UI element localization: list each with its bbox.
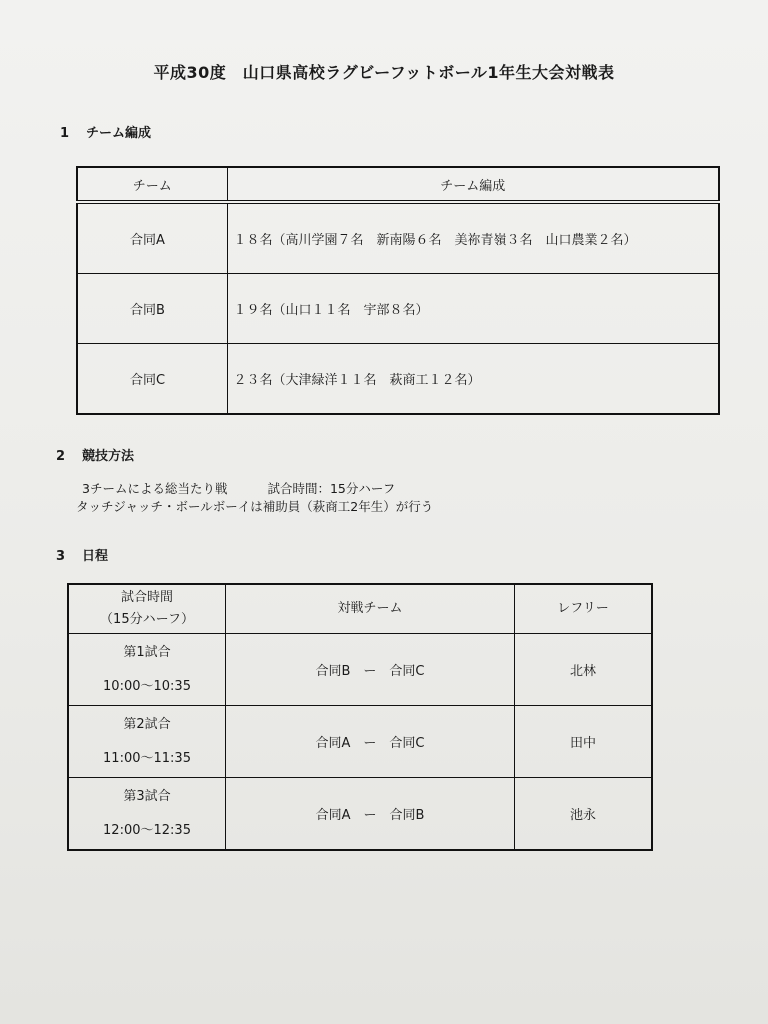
section-number: 3 <box>56 549 66 564</box>
table-row <box>68 706 652 778</box>
header-time-line2: （15分ハーフ） <box>100 612 194 627</box>
table-row <box>77 344 719 415</box>
match-referee: 北林 <box>515 634 653 706</box>
section-title: 日程 <box>82 549 109 564</box>
header-composition: チーム編成 <box>227 167 719 202</box>
team-composition: ２３名（大津緑洋１１名 萩商工１２名） <box>227 344 719 415</box>
table-header-row <box>77 167 719 202</box>
section-title: 競技方法 <box>82 449 135 464</box>
match-time: 12:00～12:35 <box>103 822 191 838</box>
section-heading-team-composition <box>60 122 151 141</box>
team-composition: １８名（高川学園７名 新南陽６名 美祢青嶺３名 山口農業２名） <box>227 202 719 274</box>
header-time-line1: 試合時間 <box>120 590 173 605</box>
assistant-staff-line <box>76 498 433 515</box>
team-name: 合同C <box>77 344 227 415</box>
team-name: 合同B <box>77 274 227 344</box>
section-heading-schedule <box>56 545 108 564</box>
format-text: 3チームによる総当たり戦 <box>82 481 228 496</box>
match-number: 第3試合 <box>123 788 171 804</box>
match-time-cell <box>68 634 226 706</box>
match-time-cell <box>68 778 226 851</box>
table-row <box>77 274 719 344</box>
assistant-text: タッチジャッチ・ボールボーイは補助員（萩商工2年生）が行う <box>76 499 434 514</box>
table-header-row <box>68 584 652 634</box>
match-teams: 合同A ー 合同B <box>226 778 515 851</box>
team-composition-table <box>76 166 720 415</box>
match-duration-text: 試合時間：15分ハーフ <box>267 481 396 496</box>
match-referee: 池永 <box>515 778 653 851</box>
match-time: 10:00～10:35 <box>103 678 191 694</box>
match-number: 第2試合 <box>123 716 171 732</box>
competition-format-line <box>82 480 395 497</box>
header-referee: レフリー <box>515 584 653 634</box>
table-row <box>77 202 719 274</box>
table-row <box>68 634 652 706</box>
match-time-cell <box>68 706 226 778</box>
match-time: 11:00～11:35 <box>103 750 191 766</box>
section-title: チーム編成 <box>86 126 152 141</box>
match-number: 第1試合 <box>123 644 171 660</box>
section-number: 2 <box>56 449 66 464</box>
header-teams: 対戦チーム <box>226 584 515 634</box>
section-number: 1 <box>60 126 70 141</box>
team-name: 合同A <box>77 202 227 274</box>
match-teams: 合同B ー 合同C <box>226 634 515 706</box>
section-heading-competition-method <box>56 445 134 464</box>
match-teams: 合同A ー 合同C <box>226 706 515 778</box>
table-row <box>68 778 652 851</box>
schedule-table <box>67 583 653 851</box>
match-referee: 田中 <box>515 706 653 778</box>
header-match-time <box>68 584 226 634</box>
team-composition: １９名（山口１１名 宇部８名） <box>227 274 719 344</box>
header-team: チーム <box>77 167 227 202</box>
page-title: 平成30度 山口県高校ラグビーフットボール1年生大会対戦表 <box>153 63 615 82</box>
